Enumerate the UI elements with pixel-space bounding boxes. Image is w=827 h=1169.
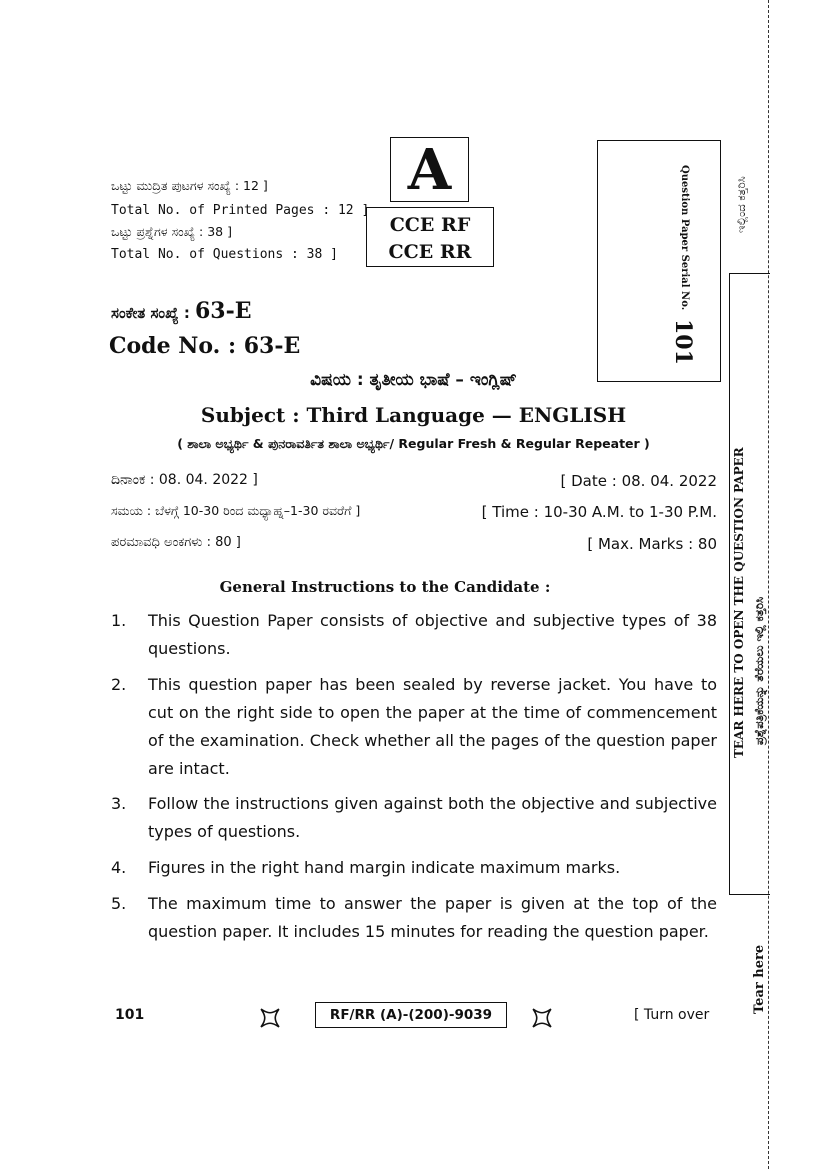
instruction-number: 5.	[111, 894, 127, 913]
cce-rr: CCE RR	[388, 241, 472, 263]
total-questions: Total No. of Questions : 38 ]	[111, 247, 338, 262]
code-number	[109, 333, 300, 359]
instruction-text: This question paper has been sealed by reverse jacket. You have to cut on the right side to open the paper at the time of commencement of the examination. Check whether all the pages of the question paper are intact.	[148, 675, 717, 778]
subject-title: Subject : Third Language — ENGLISH	[200, 403, 627, 427]
candidate-category: ( ಶಾಲಾ ಅಭ್ಯರ್ಥಿ & ಪುನರಾವರ್ತಿತ ಶಾಲಾ ಅಭ್ಯರ್ಥಿ/ Regular Fresh & Regular Repeater )	[177, 436, 650, 451]
kn-code-value: 63-E	[194, 298, 252, 324]
exam-time: [ Time : 10-30 A.M. to 1-30 P.M.	[481, 503, 717, 521]
instruction-item	[111, 607, 717, 663]
version-letter: A	[407, 136, 452, 203]
total-pages: Total No. of Printed Pages : 12 ]	[111, 203, 370, 218]
instruction-text: Follow the instructions given against both the objective and subjective types of questions.	[148, 794, 717, 841]
instruction-item	[111, 790, 717, 846]
code-value: 63-E	[243, 333, 301, 359]
code-label: Code No. :	[109, 333, 237, 359]
turn-over: [ Turn over	[634, 1007, 710, 1023]
ornament-icon	[530, 1006, 554, 1030]
serial-box	[597, 140, 721, 382]
kn-subject: ವಿಷಯ : ತೃತೀಯ ಭಾಷೆ – ಇಂಗ್ಲಿಷ್	[310, 370, 517, 390]
instruction-text: The maximum time to answer the paper is given at the top of the question paper. It includes 15 minutes for reading the question paper.	[148, 894, 717, 941]
tear-here-label: Tear here	[752, 944, 767, 1014]
kn-total-pages: ಒಟ್ಟು ಮುದ್ರಿತ ಪುಟಗಳ ಸಂಖ್ಯೆ : 12 ]	[111, 178, 268, 193]
page-number: 101	[115, 1007, 145, 1023]
cce-rf: CCE RF	[389, 214, 471, 236]
exam-date: [ Date : 08. 04. 2022	[560, 472, 717, 490]
kn-total-questions: ಒಟ್ಟು ಪ್ರಶ್ನೆಗಳ ಸಂಖ್ಯೆ : 38 ]	[111, 224, 232, 239]
kn-code-label: ಸಂಕೇತ ಸಂಖ್ಯೆ :	[111, 304, 190, 322]
version-box	[390, 137, 469, 202]
tear-instruction: TEAR HERE TO OPEN THE QUESTION PAPER	[732, 447, 746, 758]
instruction-item	[111, 854, 717, 882]
kn-time: ಸಮಯ : ಬೆಳಗ್ಗೆ 10-30 ರಿಂದ ಮಧ್ಯಾಹ್ನ–1-30 ರವರೆಗೆ ]	[111, 503, 361, 518]
instruction-text: This Question Paper consists of objective and subjective types of 38 questions.	[148, 611, 717, 658]
instruction-number: 3.	[111, 794, 127, 813]
instruction-number: 2.	[111, 675, 127, 694]
kn-max-marks: ಪರಮಾವಧಿ ಅಂಕಗಳು : 80 ]	[111, 535, 241, 550]
instruction-item	[111, 671, 717, 783]
cce-box	[366, 207, 494, 267]
kn-date: ದಿನಾಂಕ : 08. 04. 2022 ]	[111, 472, 258, 488]
serial-label: Question Paper Serial No.	[679, 165, 690, 311]
kn-cut-here: ಇಲ್ಲಿಂದ ಕತ್ತರಿಸಿ	[734, 176, 748, 233]
paper-code-box: RF/RR (A)-(200)-9039	[315, 1002, 507, 1028]
instruction-text: Figures in the right hand margin indicate maximum marks.	[148, 858, 621, 877]
instructions-heading: General Instructions to the Candidate :	[219, 578, 551, 596]
serial-number: 101	[670, 319, 696, 365]
max-marks: [ Max. Marks : 80	[587, 535, 717, 553]
instruction-number: 4.	[111, 858, 127, 877]
kn-code	[111, 298, 251, 324]
kn-tear-instruction: ಪ್ರಶ್ನೆಪತ್ರಿಕೆಯನ್ನು ತೆರೆಯಲು ಇಲ್ಲಿ ಕತ್ತರಿಸಿ	[752, 596, 766, 745]
instruction-number: 1.	[111, 611, 127, 630]
ornament-icon	[258, 1006, 282, 1030]
instruction-item	[111, 890, 717, 946]
